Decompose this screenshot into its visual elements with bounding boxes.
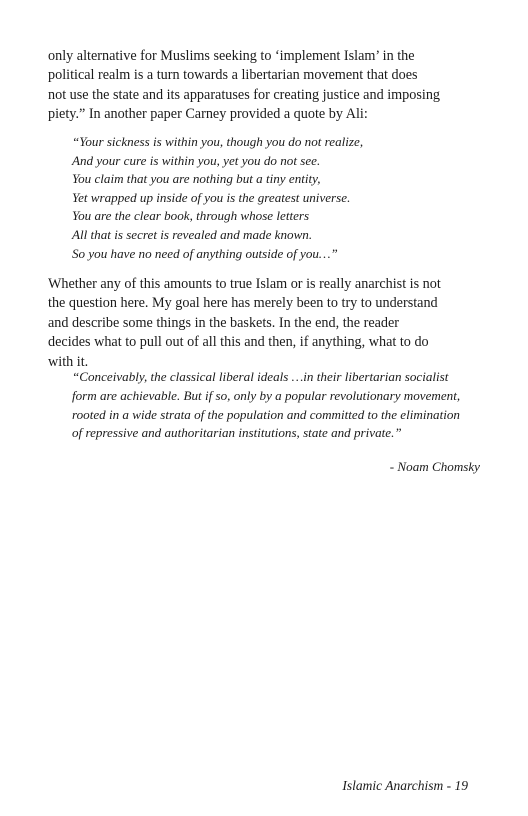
quote-line: form are achievable. But if so, only by a popular revolutionary movement, — [72, 387, 461, 403]
quote-attribution: - Noam Chomsky — [389, 459, 480, 474]
body-paragraph — [48, 47, 486, 125]
text-line: the question here. My goal here has merely been to try to understand — [48, 295, 438, 312]
block-quote-ali — [72, 133, 363, 263]
text-line: political realm is a turn towards a libertarian movement that does — [48, 67, 418, 84]
quote-line: So you have no need of anything outside of you…” — [72, 245, 338, 261]
text-line: piety.” In another paper Carney provided a quote by Ali: — [48, 106, 368, 123]
quote-line: “Conceivably, the classical liberal ideals …in their libertarian socialist — [72, 369, 449, 384]
body-paragraph — [48, 275, 486, 372]
quote-line: You claim that you are nothing but a tiny entity, — [72, 171, 321, 187]
quote-line: All that is secret is revealed and made known. — [72, 226, 313, 242]
quote-line: “Your sickness is within you, though you do not realize, — [72, 134, 364, 149]
quote-line: And your cure is within you, yet you do not see. — [72, 152, 321, 168]
quote-line: You are the clear book, through whose letters — [72, 208, 310, 224]
quote-line: Yet wrapped up inside of you is the greatest universe. — [72, 189, 351, 205]
page-footer-running-head: Islamic Anarchism - 19 — [342, 778, 468, 793]
text-line: Whether any of this amounts to true Islam or is really anarchist is not — [48, 276, 441, 292]
text-line: decides what to pull out of all this and then, if anything, what to do — [48, 334, 429, 351]
quote-line: rooted in a wide strata of the population and committed to the elimination — [72, 406, 460, 422]
quote-line: of repressive and authoritarian institutions, state and private.” — [72, 425, 402, 441]
block-quote-chomsky — [72, 368, 460, 443]
text-line: and describe some things in the baskets. In the end, the reader — [48, 314, 400, 331]
text-line: not use the state and its apparatuses for creating justice and imposing — [48, 86, 441, 103]
text-line: with it. — [48, 353, 89, 370]
text-line: only alternative for Muslims seeking to ‘implement Islam’ in the — [48, 48, 415, 64]
